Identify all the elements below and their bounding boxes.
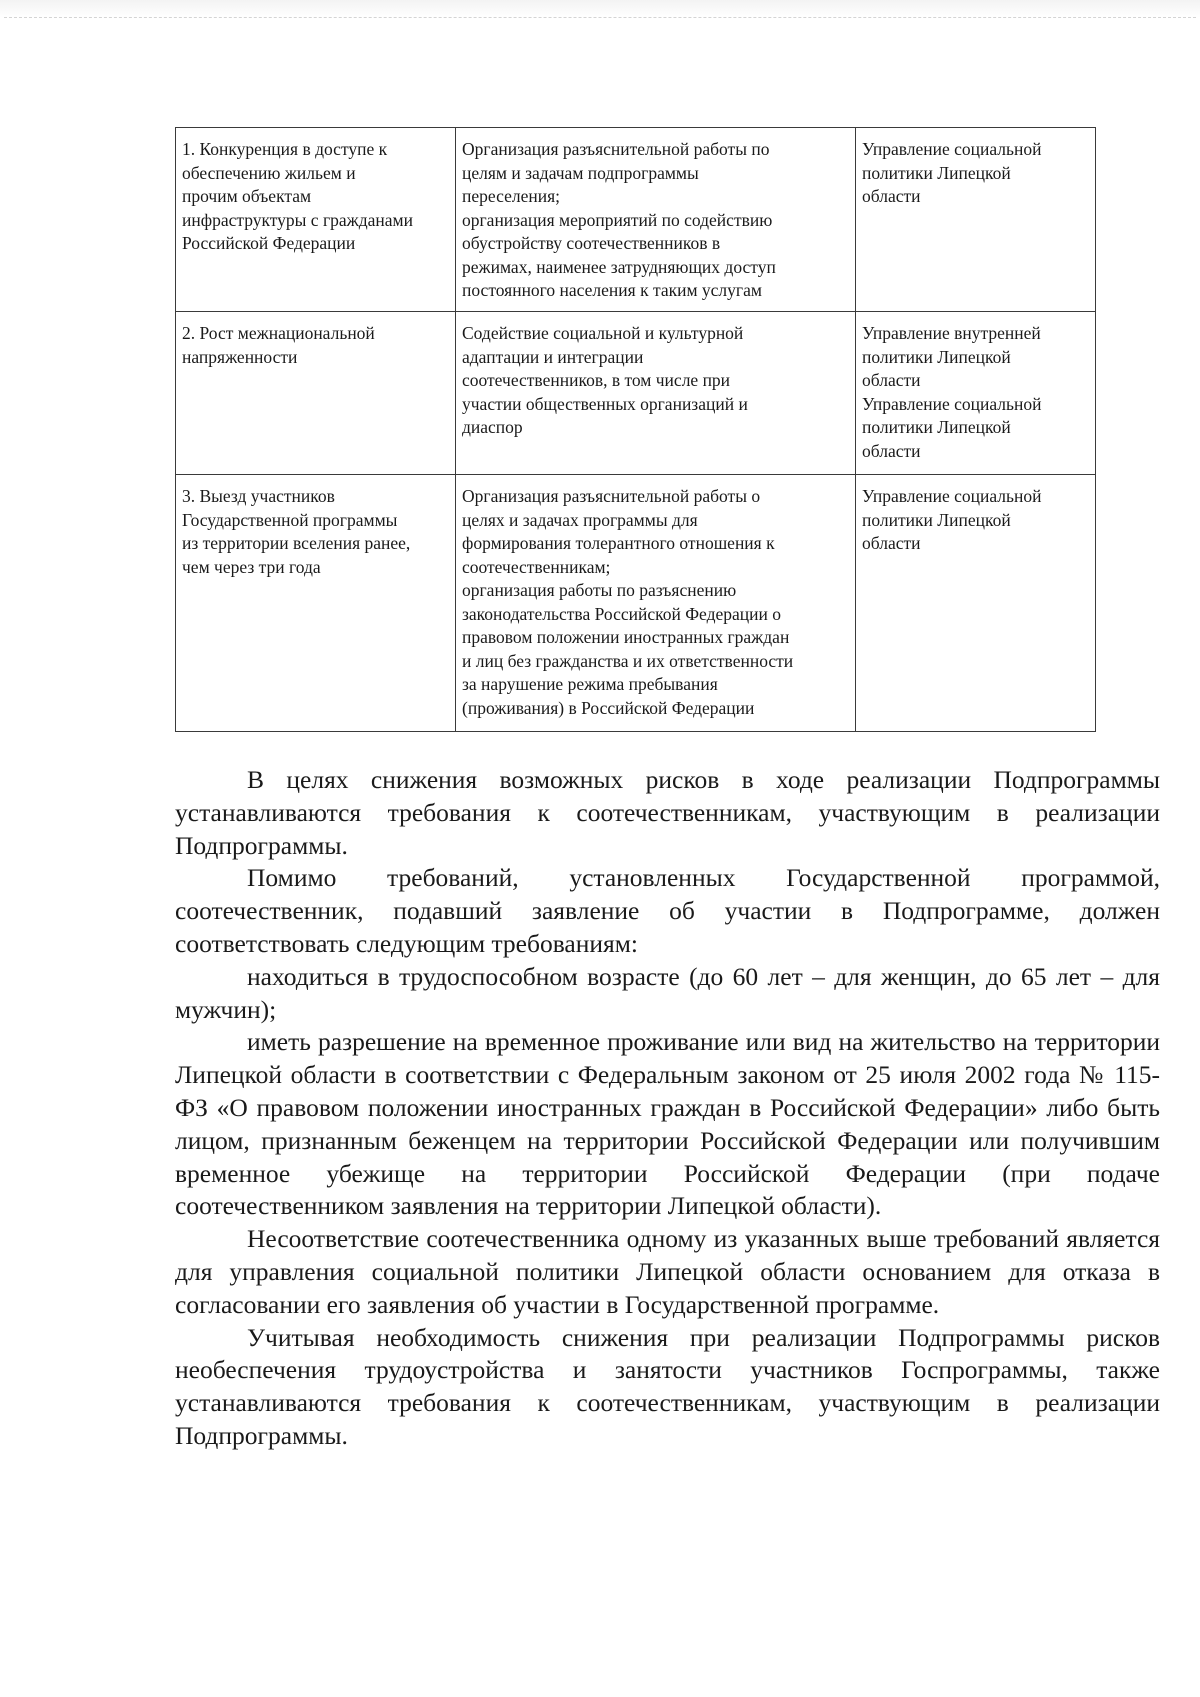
table-row <box>176 475 1096 732</box>
responsible-cell: Управление социальной политики Липецкой области <box>856 475 1096 732</box>
scan-edge <box>0 0 1200 18</box>
paragraph: В целях снижения возможных рисков в ходе реализации Подпрограммы устанавливаются требования к соотечественникам, участвующим в реализации Подпрограммы. <box>175 765 1160 860</box>
responsible-cell: Управление социальной политики Липецкой области <box>856 128 1096 312</box>
risk-cell: 3. Выезд участников Государственной программы из территории вселения ранее, чем через три года <box>176 475 456 732</box>
measures-cell: Организация разъяснительной работы по целям и задачам подпрограммы переселения; организация мероприятий по содействию обустройству соотечественников в режимах, наименее затрудняющих доступ постоянного населения к таким услугам <box>456 128 856 312</box>
paragraph: иметь разрешение на временное проживание или вид на жительство на территории Липецкой области в соответствии с Федеральным законом от 25 июля 2002 года № 115-ФЗ «О правовом положении иностранных граждан в Российской Федерации» либо быть лицом, признанным беженцем на территории Российской Федерации или получившим временное убежище на территории Российской Федерации (при подаче соотечественником заявления на территории Липецкой области). <box>175 1027 1160 1221</box>
measures-cell: Организация разъяснительной работы о целях и задачах программы для формирования толерантного отношения к соотечественникам; организация работы по разъяснению законодательства Российской Федерации о правовом положении иностранных граждан и лиц без гражданства и их ответственности за нарушение режима пребывания (проживания) в Российской Федерации <box>456 475 856 732</box>
paragraph: Несоответствие соотечественника одному из указанных выше требований является для управления социальной политики Липецкой области основанием для отказа в согласовании его заявления об участии в Государственной программе. <box>175 1224 1160 1319</box>
risk-cell: 1. Конкуренция в доступе к обеспечению жильем и прочим объектам инфраструктуры с гражданами Российской Федерации <box>176 128 456 312</box>
paragraph: Учитывая необходимость снижения при реализации Подпрограммы рисков необеспечения трудоустройства и занятости участников Госпрограммы, также устанавливаются требования к соотечественникам, участвующим в реализации Подпрограммы. <box>175 1322 1160 1450</box>
responsible-cell: Управление внутренней политики Липецкой области Управление социальной политики Липецкой области <box>856 312 1096 475</box>
measures-cell: Содействие социальной и культурной адаптации и интеграции соотечественников, в том числе при участии общественных организаций и диаспор <box>456 312 856 475</box>
paragraph: находиться в трудоспособном возрасте (до 60 лет – для женщин, до 65 лет – для мужчин); <box>175 961 1160 1024</box>
table-row <box>176 128 1096 312</box>
table-row <box>176 312 1096 475</box>
risk-table <box>175 127 1096 732</box>
body-text <box>175 764 1160 1453</box>
paragraph: Помимо требований, установленных Государственной программой, соотечественник, подавший заявление об участии в Подпрограмме, должен соответствовать следующим требованиям: <box>175 863 1160 958</box>
risk-cell: 2. Рост межнациональной напряженности <box>176 312 456 475</box>
